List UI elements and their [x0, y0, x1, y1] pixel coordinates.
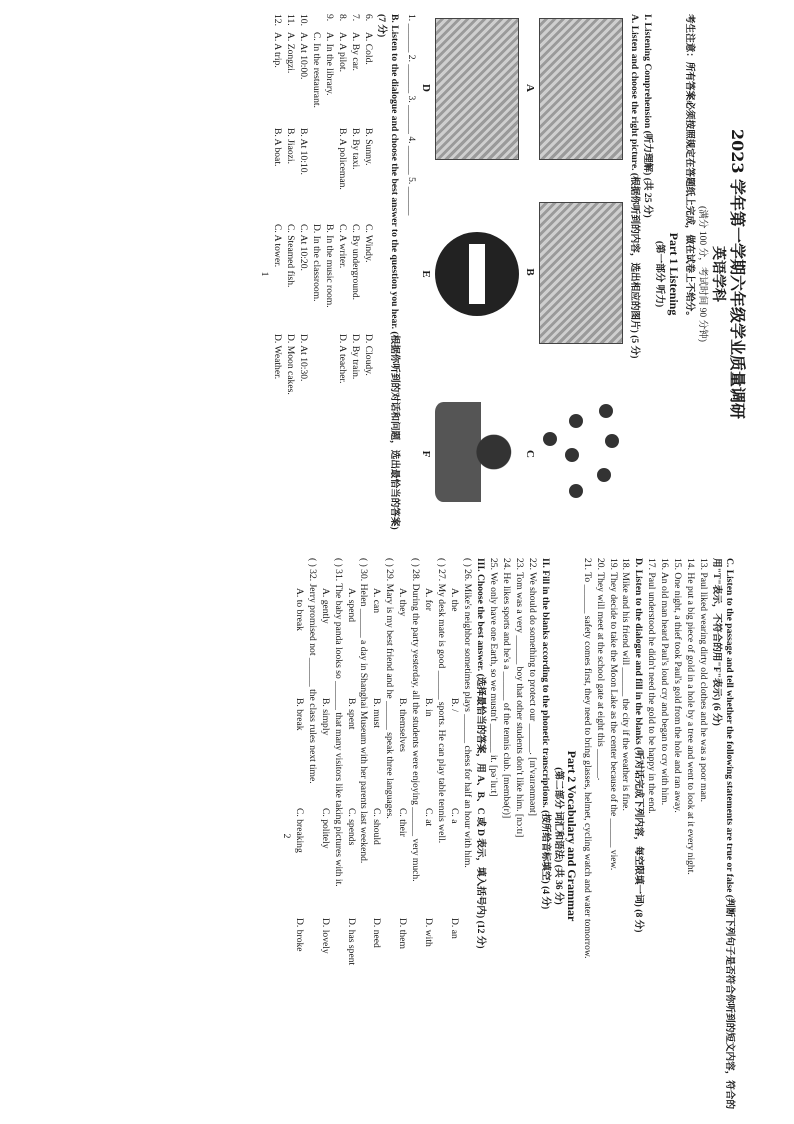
- picture-f-chef: [435, 402, 519, 502]
- section-II-instruction: II. Fill in the blanks according to the phonetic transcriptions. (按所给音标填空) (4 分): [539, 558, 551, 910]
- picture-a-street: [539, 18, 623, 160]
- question-row: 8. A. A pilot. B. A policeman. C. A writer. D. A teacher.: [336, 14, 348, 384]
- section-B-questions: [270, 14, 374, 534]
- d-item: 19. They decide to take the Moon Lake as the center because of the ______ view.: [607, 558, 619, 871]
- section-B-instruction: B. Listen to the dialogue and choose the best answer to the question you hear. (根据你听到的对话和问题，选出最恰当的答案) (7 分): [375, 14, 400, 530]
- mc-question: ( ) 29. Mary is my best friend and he ______ speak three languages. A. can B. must C. should D. need: [371, 558, 396, 948]
- page-number: 2: [280, 833, 292, 839]
- picture-d-classroom: [435, 18, 519, 160]
- picture-c-vegetables: [539, 384, 623, 524]
- question-row: 6. A. Cold. B. Sunny. C. Windy. D. Cloudy.: [362, 14, 374, 376]
- part2-heading: Part 2 Vocabulary and Grammar: [564, 750, 579, 922]
- exam-subject: 英语学科: [710, 246, 726, 302]
- picture-b-market: [539, 202, 623, 344]
- section-I-heading: I. Listening Comprehension (听力理解) (共 25 分): [641, 14, 653, 218]
- ii-item: 24. He likes sports and he's a ______ of the tennis club. [membə(r)]: [500, 558, 512, 819]
- section-D-instruction: D. Listen to the dialogue and fill in the blanks (听对话完成下列内容，每空限填一词) (8 分): [633, 558, 645, 933]
- picture-grid: [417, 14, 627, 534]
- question-row: 10. A. At 10:00. B. At 10:10. C. At 10:20. D. At 10:30.: [298, 14, 310, 382]
- mc-question: ( ) 32. Jerry promised not ______ the class rules next time. A. to break B. break C. breaking D. broke: [293, 558, 318, 952]
- mc-question: ( ) 27. My desk mate is good ______ sports. He can play table tennis well. A. for B. in C. at D. with: [423, 558, 448, 947]
- d-item: 18. Mike and his friend will ______ the city if the weather is fine.: [620, 558, 632, 811]
- mc-question: ( ) 26. Mike's neighbor sometimes plays ______ chess for half an hour with him. A. the B. / C. a D. an: [449, 558, 473, 939]
- c-item: 17. Paul understood he didn't need the gold to be happy in the end.: [646, 558, 658, 814]
- d-item: 21. To ______ safety comes first, they need to bring glasses, helmet, cycling watch and water tomorrow.: [581, 558, 593, 959]
- picture-label-f: F: [419, 450, 432, 458]
- ii-item: 25. We only have one Earth, so we mustn't ______ it. [pəˈluːt]: [487, 558, 499, 797]
- c-item: 15. One night, a thief took Paul's gold from the hole and ran away.: [672, 558, 684, 813]
- mc-question: ( ) 31. The baby panda looks so ______ that many visitors like taking pictures with it. A. gently B. simply C. politely D. lovely: [319, 558, 344, 954]
- exam-meta: (满分 100 分，考试时间 90 分钟): [696, 206, 708, 342]
- c-item: 13. Paul liked wearing dirty old clothes and he was a poor man.: [698, 558, 710, 803]
- question-row: 9. A. In the library. B. In the music room.: [324, 14, 336, 308]
- ii-item: 22. We should do something to protect our ______. [ɪn'vaɪrənmənt]: [526, 558, 538, 816]
- question-row: C. In the restaurant. D. In the classroom.: [311, 32, 323, 302]
- c-item: 16. An old man heard Paul's loud cry and began to cry with him.: [659, 558, 671, 806]
- picture-label-d: D: [419, 84, 432, 92]
- no-entry-sign-icon: [435, 232, 519, 316]
- mc-question: ( ) 30. Helen ______ a day in Shanghai Museum with her parents last weekend. A. spend B. spent C. spends D. has spent: [345, 558, 370, 966]
- exam-page-1: [38, 14, 748, 534]
- question-row: 7. A. By car. B. By taxi. C. By underground. D. By train.: [349, 14, 361, 380]
- c-item: 14. He put a big piece of gold in a hole by a tree and went to look at it every night.: [685, 558, 697, 875]
- exam-title: 2023 学年第一学期六年级学业质量调研: [728, 128, 747, 420]
- picture-label-e: E: [419, 270, 432, 278]
- section-III-instruction: III. Choose the best answer. (选择最恰当的答案，用 A、B、C 或 D 表示，填入括号内) (12 分): [474, 558, 486, 949]
- section-C-instruction: C. Listen to the passage and tell whether the following statements are true or false (判断下列句子是否符合你听到的短文内容，符合的用"T"表示，不符合的用"F"表示) (6 分): [711, 558, 735, 1110]
- part1-heading: Part 1 Listening: [666, 232, 681, 316]
- part1-subheading: (第一部分 听力): [654, 240, 666, 308]
- picture-label-b: B: [523, 268, 536, 276]
- section-A-answer-blanks: 1. ______ 2. ______ 3. ______ 4. ______ 5. ______: [405, 14, 417, 216]
- exam-notice: 考生注意：所有答案必须按照规定在答题纸上完成，做在试卷上不给分。: [683, 14, 695, 321]
- exam-page-2: [25, 558, 735, 1114]
- question-row: 11. A. Zongzi. B. Jiaozi. C. Steamed fish. D. Moon cakes.: [285, 14, 297, 395]
- question-row: 12. A. A trip. B. A boat. C. A tower. D. Weather.: [272, 14, 284, 380]
- page-number: 1: [259, 271, 271, 277]
- mc-question: ( ) 28. During the party yesterday, all the students were enjoying ______ very much. A. they B. themselves C. their D. them: [397, 558, 422, 949]
- ii-item: 23. Tom was a very ______ boy that other students don't like him. [nɔːtɪ]: [513, 558, 525, 838]
- d-item: 20. They will meet at the school gate at eight this ______.: [594, 558, 606, 781]
- section-A-instruction: A. Listen and choose the right picture. (根据你听到的内容，选出相应的图片) (5 分): [628, 14, 640, 359]
- picture-label-a: A: [523, 84, 536, 92]
- part2-subheading: (第二部分 词汇和语法) (共 36 分): [552, 767, 564, 905]
- picture-label-c: C: [523, 450, 536, 458]
